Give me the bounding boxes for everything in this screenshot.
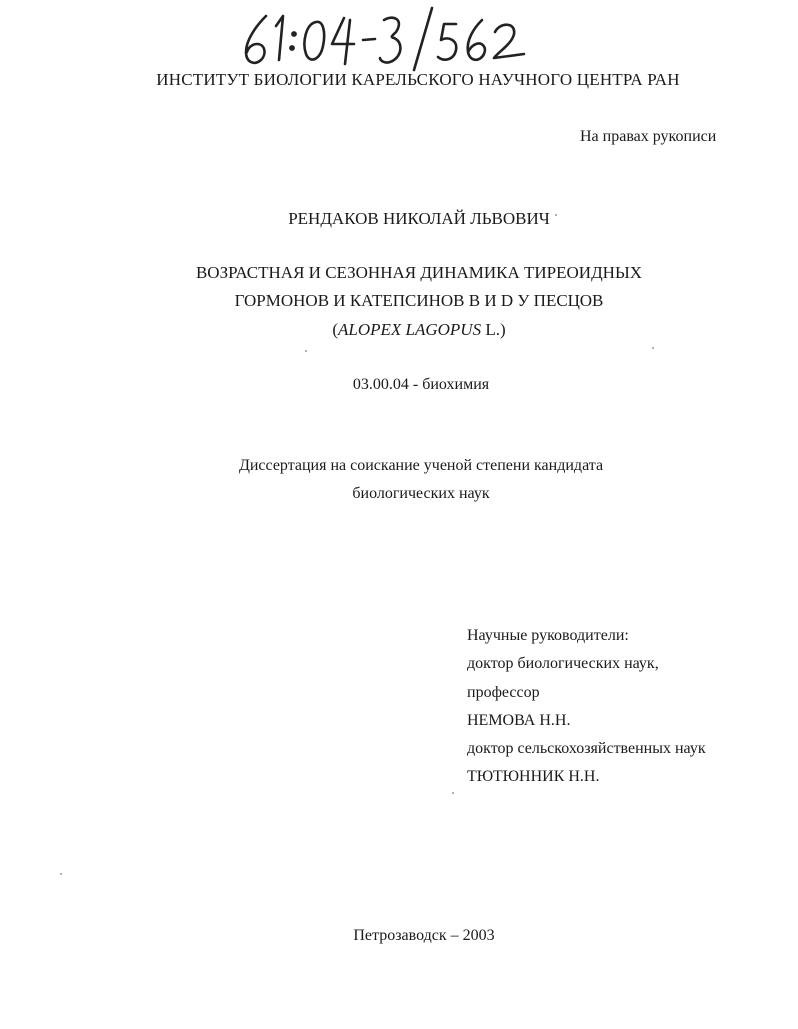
title-authority: L.) [481,320,506,339]
supervisor-1-title: профессор [467,683,540,701]
supervisors-block [467,622,706,792]
supervisor-1-name: НЕМОВА Н.Н. [467,711,571,729]
institute-name: ИНСТИТУТ БИОЛОГИИ КАРЕЛЬСКОГО НАУЧНОГО ЦЕНТРА РАН [156,70,680,89]
scan-speck [555,214,557,216]
rights-note: На правах рукописи [580,128,717,145]
supervisor-2-name: ТЮТЮННИК Н.Н. [467,768,600,786]
scan-speck [305,350,307,352]
scan-speck [652,347,654,349]
degree-line-2: биологических наук [352,485,490,502]
city-and-year: Петрозаводск – 2003 [353,927,495,944]
thesis-title-line-2: ГОРМОНОВ И КАТЕПСИНОВ В И D У ПЕСЦОВ [234,291,604,310]
thesis-title-line-1: ВОЗРАСТНАЯ И СЕЗОННАЯ ДИНАМИКА ТИРЕОИДНЫХ [195,263,643,282]
species-name: ALOPEX LAGOPUS [338,320,482,339]
specialty-code: 03.00.04 - биохимия [352,376,490,393]
thesis-title-line-3 [0,320,798,340]
scan-speck [452,792,454,794]
degree-line-1: Диссертация на соискание ученой степени кандидата [238,457,604,474]
scan-speck [60,873,62,875]
author-name: РЕНДАКОВ НИКОЛАЙ ЛЬВОВИЧ [288,209,550,228]
supervisors-heading: Научные руководители: [467,627,629,644]
handwritten-number-drawing [232,2,532,76]
handwritten-catalog-number [232,2,532,76]
supervisor-1-degree: доктор биологических наук, [467,655,659,673]
supervisor-2-degree: доктор сельскохозяйственных наук [467,740,706,758]
title-paren-open: ( [332,320,339,339]
